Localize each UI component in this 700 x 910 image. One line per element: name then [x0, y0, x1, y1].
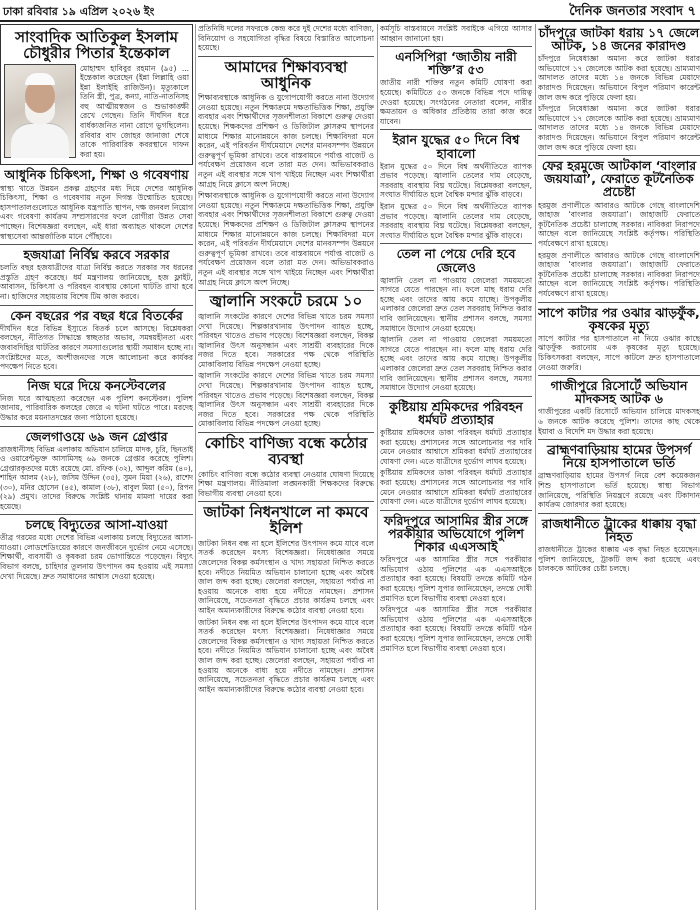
headline: ইরান যুদ্ধের ৫০ দিনে বিশ্ব হাবালো [392, 132, 520, 161]
article-text-continued: জাটকা নিধন বন্ধ না হলে ইলিশের উৎপাদন কমে যাবে বলে সতর্ক করেছেন মৎস্য বিশেষজ্ঞরা। নিষেধাজ্ঞার সময়ে জেলেদের বিকল্প কর্মসংস্থান ও খাদ্য সহায়তা নিশ্চিত করতে হবে। নদীতে নিয়মিত অভিযান চালানো হচ্ছে এবং অবৈধ জাল জব্দ করা হচ্ছে। জেলেরা বলছেন, সহায়তা পর্যাপ্ত না হওয়ায় অনেকে বাধ্য হয়ে নদীতে নামছেন। প্রশাসন জানিয়েছে, সচেতনতা বৃদ্ধিতে প্রচার কার্যক্রম চলছে এবং আইন অমান্যকারীদের বিরুদ্ধে কঠোর ব্যবস্থা নেওয়া হবে। [198, 617, 374, 694]
headline: ফরিদপুরে আসামির স্ত্রীর সঙ্গে পরকীয়ার অভিযোগে পুলিশ শিকার এএসআই [383, 512, 529, 555]
column-3 [380, 24, 532, 910]
headline: ফের হরমুজে আটকাল ‘বাংলার জয়যাত্রা’, ফেরাতে কূটনৈতিক প্রচেষ্টা [541, 158, 697, 200]
column-rule [535, 24, 536, 910]
article-text-continued: শিক্ষাব্যবস্থাকে আধুনিক ও যুগোপযোগী করতে নানা উদ্যোগ নেওয়া হয়েছে। নতুন শিক্ষাক্রমে দক্ষতাভিত্তিক শিক্ষা, প্রযুক্তি ব্যবহার এবং শিক্ষার্থীদের সৃজনশীলতা বিকাশে গুরুত্ব দেওয়া হয়েছে। শিক্ষকদের প্রশিক্ষণ ও ডিজিটাল ক্লাসরুম স্থাপনের মাধ্যমে শিক্ষার মানোন্নয়নে কাজ চলছে। শিক্ষাবিদরা মনে করেন, এই পরিবর্তন দীর্ঘমেয়াদে দেশের মানবসম্পদ উন্নয়নে গুরুত্বপূর্ণ ভূমিকা রাখবে। তবে বাস্তবায়নে পর্যাপ্ত বাজেট ও পর্যবেক্ষণ প্রয়োজন বলে তারা মত দেন। অভিভাবকরাও নতুন এই ব্যবস্থার সঙ্গে খাপ খাইয়ে নিচ্ছেন এবং শিক্ষার্থীরা আগ্রহ নিয়ে ক্লাসে অংশ নিচ্ছে। [198, 191, 374, 287]
masthead-bar [0, 0, 700, 22]
headline: ব্রাহ্মণবাড়িয়ায় হামের উপসর্গ নিয়ে হাসপাতালে ভর্তি [546, 442, 692, 471]
obituary-photo [4, 64, 76, 158]
headline: নিজ ঘরে দিয়ে কনস্টেবলের [27, 377, 166, 393]
column-1 [0, 24, 193, 910]
article-text: কর্মসূচি বাস্তবায়নে সংশ্লিষ্ট সবাইকে এগিয়ে আসার আহ্বান জানানো হয়। [380, 24, 532, 43]
article-text: চাঁদপুরে নিষেধাজ্ঞা অমান্য করে জাটকা ধরার অভিযোগে ১৭ জেলেকে আটক করা হয়েছে। ভ্রাম্যমাণ আদালত তাদের মধ্যে ১৪ জনকে বিভিন্ন মেয়াদে কারাদণ্ড দিয়েছেন। অভিযানে বিপুল পরিমাণ কারেন্ট জাল জব্দ করে পুড়িয়ে ফেলা হয়। [538, 54, 700, 102]
article-text: ব্রাহ্মণবাড়িয়ায় হামের উপসর্গ নিয়ে বেশ কয়েকজন শিশু হাসপাতালে ভর্তি হয়েছে। স্বাস্থ্য বিভাগ জানিয়েছে, পরিস্থিতি নিয়ন্ত্রণে রয়েছে এবং টিকাদান কার্যক্রম জোরদার করা হয়েছে। [538, 471, 700, 510]
headline: আধুনিক চিকিৎসা, শিক্ষা ও গবেষণায় [4, 167, 189, 183]
article-text: ফরিদপুরে এক আসামির স্ত্রীর সঙ্গে পরকীয়ার অভিযোগ ওঠায় পুলিশের এক এএসআইকে প্রত্যাহার করা হয়েছে। বিষয়টি তদন্তে কমিটি গঠন করা হয়েছে। পুলিশ সুপার জানিয়েছেন, তদন্তে দোষী প্রমাণিত হলে বিভাগীয় ব্যবস্থা নেওয়া হবে। [380, 555, 532, 603]
article-text-continued: কুষ্টিয়ায় শ্রমিকদের ডাকা পরিবহন ধর্মঘট প্রত্যাহার করা হয়েছে। প্রশাসনের সঙ্গে আলোচনার পর দাবি মেনে নেওয়ার আশ্বাসে শ্রমিকরা ধর্মঘট প্রত্যাহারের ঘোষণা দেন। এতে যাত্রীদের দুর্ভোগ লাঘব হয়েছে। [380, 468, 532, 507]
headline: রাজধানীতে ট্রাকের ধাক্কায় বৃদ্ধা নিহত [541, 515, 697, 544]
article-text: রাজধানীতে ট্রাকের ধাক্কায় এক বৃদ্ধা নিহত হয়েছেন। পুলিশ জানিয়েছে, ট্রাকটি জব্দ করা হয়েছে এবং চালককে আটকের চেষ্টা চলছে। [538, 545, 700, 574]
headline: চলছে বিদ্যুতের আসা-যাওয়া [25, 517, 168, 533]
article-text: জ্বালানি সংকটের কারণে দেশের বিভিন্ন খাতে চরম সমস্যা দেখা দিয়েছে। শিল্পকারখানায় উৎপাদন ব্যাহত হচ্ছে, পরিবহন খাতেও প্রভাব পড়েছে। বিশেষজ্ঞরা বলছেন, বিকল্প জ্বালানির উৎস অনুসন্ধান এবং সাশ্রয়ী ব্যবহারের দিকে নজর দিতে হবে। সরকারের পক্ষ থেকে পরিস্থিতি মোকাবিলায় বিভিন্ন পদক্ষেপ নেওয়া হচ্ছে। [198, 311, 374, 369]
article-text: গাজীপুরের একটি রিসোর্টে অভিযান চালিয়ে মাদকসহ ৬ জনকে আটক করেছে পুলিশ। তাদের কাছ থেকে ইয়াবা ও বিদেশি মদ উদ্ধার করা হয়েছে। [538, 407, 700, 436]
article-text: কুষ্টিয়ায় শ্রমিকদের ডাকা পরিবহন ধর্মঘট প্রত্যাহার করা হয়েছে। প্রশাসনের সঙ্গে আলোচনার পর দাবি মেনে নেওয়ার আশ্বাসে শ্রমিকরা ধর্মঘট প্রত্যাহারের ঘোষণা দেন। এতে যাত্রীদের দুর্ভোগ লাঘব হয়েছে। [380, 428, 532, 466]
article-text: স্বাস্থ্য খাতে উন্নয়ন প্রকল্প গ্রহণের মধ্য দিয়ে দেশের আধুনিক চিকিৎসা, শিক্ষা ও গবেষণায় নতুন দিগন্ত উন্মোচিত হয়েছে। হাসপাতালগুলোতে আধুনিক যন্ত্রপাতি স্থাপন, দক্ষ জনবল নিয়োগ এবং গবেষণা কার্যক্রম সম্প্রসারণের ফলে রোগীরা উন্নত সেবা পাচ্ছেন। বিশেষজ্ঞরা বলছেন, এই ধারা অব্যাহত থাকলে দেশের স্বাস্থ্যসেবা আন্তর্জাতিক মানে পৌঁছাবে। [0, 183, 193, 241]
article-text: ইরান যুদ্ধের ৫০ দিনে বিশ্ব অর্থনীতিতে ব্যাপক প্রভাব পড়েছে। জ্বালানি তেলের দাম বেড়েছে, সরবরাহ ব্যবস্থায় বিঘ্ন ঘটেছে। বিশ্লেষকরা বলছেন, সংঘাত দীর্ঘায়িত হলে বৈশ্বিক মন্দার ঝুঁকি বাড়বে। [380, 161, 532, 200]
article-text-continued: হরমুজ প্রণালীতে আবারও আটকে গেছে বাংলাদেশি জাহাজ ‘বাংলার জয়যাত্রা’। জাহাজটি ফেরাতে কূটনৈতিক প্রচেষ্টা চালাচ্ছে সরকার। নাবিকরা নিরাপদে আছেন বলে জানিয়েছে সংশ্লিষ্ট কর্তৃপক্ষ। পরিস্থিতি পর্যবেক্ষণে রাখা হয়েছে। [538, 250, 700, 298]
article-text: শিক্ষাব্যবস্থাকে আধুনিক ও যুগোপযোগী করতে নানা উদ্যোগ নেওয়া হয়েছে। নতুন শিক্ষাক্রমে দক্ষতাভিত্তিক শিক্ষা, প্রযুক্তি ব্যবহার এবং শিক্ষার্থীদের সৃজনশীলতা বিকাশে গুরুত্ব দেওয়া হয়েছে। শিক্ষকদের প্রশিক্ষণ ও ডিজিটাল ক্লাসরুম স্থাপনের মাধ্যমে শিক্ষার মানোন্নয়নে কাজ চলছে। শিক্ষাবিদরা মনে করেন, এই পরিবর্তন দীর্ঘমেয়াদে দেশের মানবসম্পদ উন্নয়নে গুরুত্বপূর্ণ ভূমিকা রাখবে। তবে বাস্তবায়নে পর্যাপ্ত বাজেট ও পর্যবেক্ষণ প্রয়োজন বলে তারা মত দেন। অভিভাবকরাও নতুন এই ব্যবস্থার সঙ্গে খাপ খাইয়ে নিচ্ছেন এবং শিক্ষার্থীরা আগ্রহ নিয়ে ক্লাসে অংশ নিচ্ছে। [198, 93, 374, 189]
article-text-continued: ইরান যুদ্ধের ৫০ দিনে বিশ্ব অর্থনীতিতে ব্যাপক প্রভাব পড়েছে। জ্বালানি তেলের দাম বেড়েছে, সরবরাহ ব্যবস্থায় বিঘ্ন ঘটেছে। বিশ্লেষকরা বলছেন, সংঘাত দীর্ঘায়িত হলে বৈশ্বিক মন্দার ঝুঁকি বাড়বে। [380, 202, 532, 240]
article-text-continued: জ্বালানি তেল না পাওয়ায় জেলেরা সময়মতো সাগরে যেতে পারছেন না। ফলে মাছ ধরায় দেরি হচ্ছে এবং তাদের আয় কমে যাচ্ছে। উপকূলীয় এলাকার জেলেরা দ্রুত তেল সরবরাহ নিশ্চিত করার দাবি জানিয়েছেন। স্থানীয় প্রশাসন বলছে, সমস্যা সমাধানে উদ্যোগ নেওয়া হয়েছে। [380, 335, 532, 393]
article-text: প্রতিনিধি দলের সফরকে কেন্দ্র করে দুই দেশের মধ্যে বাণিজ্য, বিনিয়োগ ও সহযোগিতা বৃদ্ধির বিষয়ে বিস্তারিত আলোচনা হয়েছে। [198, 24, 374, 53]
headline: কেন বছরের পর বছর ধরে বিতর্কের [10, 307, 183, 323]
article-text: জাতীয় নারী শক্তির নতুন কমিটি ঘোষণা করা হয়েছে। কমিটিতে ৫৩ জনকে বিভিন্ন পদে দায়িত্ব দেওয়া হয়েছে। সংগঠনের নেতারা বলেন, নারীর ক্ষমতায়ন ও অধিকার প্রতিষ্ঠায় তারা কাজ করে যাবেন। [380, 78, 532, 126]
issue-date: ঢাকা রবিবার ১৯ এপ্রিল ২০২৬ ইং [3, 5, 155, 18]
column-rule [195, 24, 196, 910]
article-text: জ্বালানি তেল না পাওয়ায় জেলেরা সময়মতো সাগরে যেতে পারছেন না। ফলে মাছ ধরায় দেরি হচ্ছে এবং তাদের আয় কমে যাচ্ছে। উপকূলীয় এলাকার জেলেরা দ্রুত তেল সরবরাহ নিশ্চিত করার দাবি জানিয়েছেন। স্থানীয় প্রশাসন বলছে, সমস্যা সমাধানে উদ্যোগ নেওয়া হয়েছে। [380, 275, 532, 333]
headline: হজযাত্রা নির্বিঘ্ন করবে সরকার [23, 247, 170, 263]
obituary-body [4, 64, 189, 162]
column-2 [198, 24, 374, 910]
headline: চাঁদপুরে জাটকা ধরায় ১৭ জেলে আটক, ১৪ জনের কারাদণ্ড [538, 25, 700, 54]
headline: জেলগাওয়ে ৬৯ জন গ্রেপ্তার [25, 428, 168, 444]
headline: জ্বালানি সংকটে চরমে ১০ [209, 292, 363, 311]
obituary-headline: সাংবাদিক আতিকুল ইসলাম চৌধুরীর পিতার ইন্তেকাল [15, 28, 178, 62]
headline: তেল না পেয়ে দেরি হবে জেলেও [396, 246, 516, 275]
column-4 [538, 24, 700, 910]
article-text: দীর্ঘদিন ধরে বিভিন্ন ইস্যুতে বিতর্ক চলে আসছে। বিশ্লেষকরা বলছেন, নীতিগত সিদ্ধান্তে স্বচ্ছতার অভাব, সমন্বয়হীনতা এবং জবাবদিহির ঘাটতির কারণে সমস্যাগুলোর স্থায়ী সমাধান হচ্ছে না। সংশ্লিষ্টদের মতে, অংশীজনদের সঙ্গে আলোচনা করে কার্যকর পদক্ষেপ নিতে হবে। [0, 323, 193, 372]
article-text: নিজ ঘরে আত্মহত্যা করেছেন এক পুলিশ কনস্টেবল। পুলিশ জানায়, পারিবারিক কলহের জেরে এ ঘটনা ঘটতে পারে। মরদেহ উদ্ধার করে ময়নাতদন্তের জন্য পাঠানো হয়েছে। [0, 393, 193, 423]
article-text: চলতি বছর হজযাত্রীদের যাত্রা নির্বিঘ্ন করতে সরকার সব ধরনের প্রস্তুতি গ্রহণ করেছে। ধর্ম মন্ত্রণালয় জানিয়েছে, হজ ফ্লাইট, আবাসন, চিকিৎসা ও পরিবহন ব্যবস্থায় কোনো ঘাটতি রাখা হবে না। হাজিদের সহায়তায় বিশেষ টিম কাজ করবে। [0, 263, 193, 302]
article-text-continued: জ্বালানি সংকটের কারণে দেশের বিভিন্ন খাতে চরম সমস্যা দেখা দিয়েছে। শিল্পকারখানায় উৎপাদন ব্যাহত হচ্ছে, পরিবহন খাতেও প্রভাব পড়েছে। বিশেষজ্ঞরা বলছেন, বিকল্প জ্বালানির উৎস অনুসন্ধান এবং সাশ্রয়ী ব্যবহারের দিকে নজর দিতে হবে। সরকারের পক্ষ থেকে পরিস্থিতি মোকাবিলায় বিভিন্ন পদক্ষেপ নেওয়া হচ্ছে। [198, 371, 374, 429]
obituary-box [0, 24, 193, 165]
headline: গাজীপুরে রিসোর্টে অভিযান মাদকসহ আটক ৬ [550, 378, 688, 407]
headline: কুষ্টিয়ায় শ্রমিকদের পরিবহন ধর্মঘট প্রত্যাহার [389, 398, 523, 427]
headline: জাটকা নিধনখালে না কমবে ইলিশ [203, 503, 369, 538]
article-text: জাটকা নিধন বন্ধ না হলে ইলিশের উৎপাদন কমে যাবে বলে সতর্ক করেছেন মৎস্য বিশেষজ্ঞরা। নিষেধাজ্ঞার সময়ে জেলেদের বিকল্প কর্মসংস্থান ও খাদ্য সহায়তা নিশ্চিত করতে হবে। নদীতে নিয়মিত অভিযান চালানো হচ্ছে এবং অবৈধ জাল জব্দ করা হচ্ছে। জেলেরা বলছেন, সহায়তা পর্যাপ্ত না হওয়ায় অনেকে বাধ্য হয়ে নদীতে নামছেন। প্রশাসন জানিয়েছে, সচেতনতা বৃদ্ধিতে প্রচার কার্যক্রম চলছে এবং আইন অমান্যকারীদের বিরুদ্ধে কঠোর ব্যবস্থা নেওয়া হবে। [198, 538, 374, 615]
article-text-continued: ফরিদপুরে এক আসামির স্ত্রীর সঙ্গে পরকীয়ার অভিযোগ ওঠায় পুলিশের এক এএসআইকে প্রত্যাহার করা হয়েছে। বিষয়টি তদন্তে কমিটি গঠন করা হয়েছে। পুলিশ সুপার জানিয়েছেন, তদন্তে দোষী প্রমাণিত হলে বিভাগীয় ব্যবস্থা নেওয়া হবে। [380, 605, 532, 653]
paper-name-page: দৈনিক জনতার সংবাদ ৭ [569, 4, 696, 19]
article-text-continued: চাঁদপুরে নিষেধাজ্ঞা অমান্য করে জাটকা ধরার অভিযোগে ১৭ জেলেকে আটক করা হয়েছে। ভ্রাম্যমাণ আদালত তাদের মধ্যে ১৪ জনকে বিভিন্ন মেয়াদে কারাদণ্ড দিয়েছেন। অভিযানে বিপুল পরিমাণ কারেন্ট জাল জব্দ করে পুড়িয়ে ফেলা হয়। [538, 104, 700, 152]
headline: কোচিং বাণিজ্য বন্ধে কঠোর ব্যবস্থা [204, 434, 368, 468]
article-text: হরমুজ প্রণালীতে আবারও আটকে গেছে বাংলাদেশি জাহাজ ‘বাংলার জয়যাত্রা’। জাহাজটি ফেরাতে কূটনৈতিক প্রচেষ্টা চালাচ্ছে সরকার। নাবিকরা নিরাপদে আছেন বলে জানিয়েছে সংশ্লিষ্ট কর্তৃপক্ষ। পরিস্থিতি পর্যবেক্ষণে রাখা হয়েছে। [538, 200, 700, 248]
column-rule [377, 24, 378, 910]
article-text: কোচিং বাণিজ্য বন্ধে কঠোর ব্যবস্থা নেওয়ার ঘোষণা দিয়েছে শিক্ষা মন্ত্রণালয়। নীতিমালা লঙ্ঘনকারী শিক্ষকদের বিরুদ্ধে বিভাগীয় ব্যবস্থা নেওয়া হবে। [198, 469, 374, 498]
headline: এনসিপিরা ‘জাতীয় নারী শক্তি’র ৫৩ [395, 49, 517, 78]
article-text: তীব্র গরমের মধ্যে দেশের বিভিন্ন এলাকায় চলছে বিদ্যুতের আসা-যাওয়া। লোডশেডিংয়ের কারণে জনজীবনে দুর্ভোগ নেমে এসেছে। শিক্ষার্থী, ব্যবসায়ী ও কৃষকরা চরম ভোগান্তিতে পড়েছেন। বিদ্যুৎ বিভাগ বলছে, চাহিদার তুলনায় উৎপাদন কম হওয়ায় এই সমস্যা দেখা দিয়েছে। দ্রুত সমাধানের আশ্বাস দেওয়া হয়েছে। [0, 533, 193, 581]
headline: আমাদের শিক্ষাব্যবস্থা আধুনিক [224, 57, 348, 92]
article-text: সাপে কাটার পর হাসপাতালে না নিয়ে ওঝার কাছে ঝাড়ফুঁক করানোয় এক কৃষকের মৃত্যু হয়েছে। চিকিৎসকরা বলছেন, সাপে কাটলে দ্রুত হাসপাতালে নেওয়া জরুরি। [538, 333, 700, 372]
arrest-list: রাজধানীসহ বিভিন্ন এলাকায় অভিযান চালিয়ে মাদক, চুরি, ছিনতাই ও ওয়ারেন্টভুক্ত আসামিসহ ৬৯ জনকে গ্রেপ্তার করেছে পুলিশ। গ্রেপ্তারকৃতদের মধ্যে রয়েছে মো. রফিক (৩২), আব্দুল করিম (৪০), শাহিন আলম (২৮), জসিম উদ্দিন (৩৫), সুমন মিয়া (২৬), রাশেদ (৩০), মনির হোসেন (৪৫), কামাল (৩৮), বাবুল মিয়া (৫০), রিপন (২৯) প্রমুখ। তাদের বিরুদ্ধে সংশ্লিষ্ট থানায় মামলা দায়ের করা হয়েছে। [0, 444, 193, 511]
obituary-text: মোহাম্মদ হাবিবুর রহমান (৯৫) ... ইন্তেকাল করেছেন (ইন্না লিল্লাহি ওয়া ইন্না ইলাইহি রাজিউন)। মৃত্যুকালে তিনি স্ত্রী, পুত্র, কন্যা, নাতি-নাতনিসহ বহু আত্মীয়স্বজন ও শুভাকাঙ্ক্ষী রেখে গেছেন। তিনি দীর্ঘদিন ধরে বার্ধক্যজনিত নানা রোগে ভুগছিলেন। রবিবার বাদ জোহর জানাজা শেষে তাকে পারিবারিক কবরস্থানে দাফন করা হয়। [80, 63, 189, 159]
headline: সাপে কাটার পর ওঝার ঝাড়ফুঁক, কৃষকের মৃত্যু [538, 304, 700, 333]
